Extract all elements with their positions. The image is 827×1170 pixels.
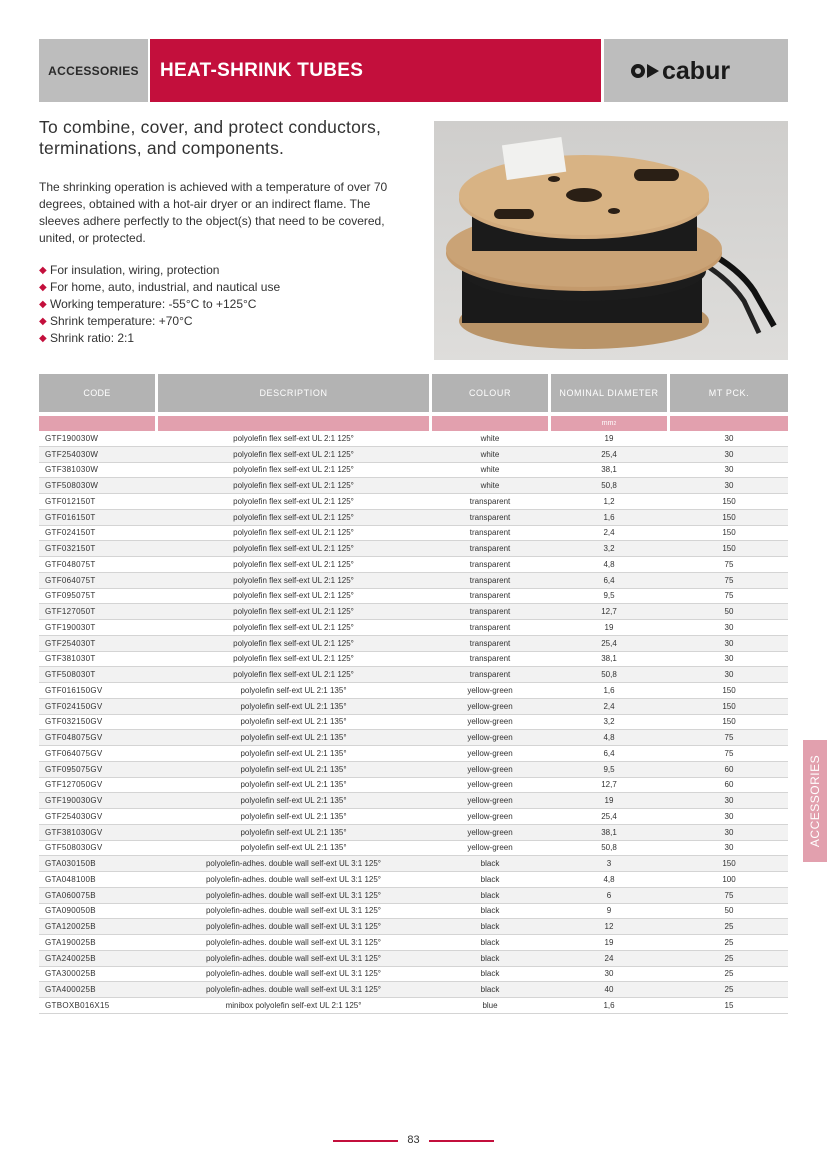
cell-code: GTF381030T: [45, 654, 96, 664]
cell-description: polyolefin-adhes. double wall self-ext UL 3:1 125°: [205, 874, 381, 884]
table-row: [39, 526, 788, 542]
cell-diameter: 3: [606, 859, 612, 869]
cell-colour: black: [480, 922, 500, 932]
table-row: [39, 699, 788, 715]
cell-description: polyolefin self-ext UL 2:1 135°: [240, 843, 347, 853]
cell-diameter: 12: [604, 922, 614, 932]
cell-mt: 100: [722, 874, 736, 884]
cell-colour: black: [480, 969, 500, 979]
cell-mt: 30: [724, 843, 734, 853]
feature-item: ◆ Shrink temperature: +70°C: [39, 314, 193, 328]
cell-colour: yellow-green: [467, 701, 513, 711]
cell-description: polyolefin self-ext UL 2:1 135°: [240, 701, 347, 711]
table-row: [39, 762, 788, 778]
cell-mt: 30: [724, 481, 734, 491]
cell-diameter: 1,6: [603, 1000, 615, 1010]
cell-colour: black: [480, 953, 500, 963]
cell-mt: 25: [724, 922, 734, 932]
cell-mt: 15: [724, 1000, 734, 1010]
header-diameter: NOMINAL DIAMETER: [551, 374, 667, 412]
cell-diameter: 24: [604, 953, 614, 963]
cell-colour: transparent: [469, 575, 511, 585]
cell-description: polyolefin flex self-ext UL 2:1 125°: [233, 607, 354, 617]
cell-mt: 25: [724, 969, 734, 979]
table-row: [39, 935, 788, 951]
cell-mt: 30: [724, 449, 734, 459]
cell-code: GTF127050T: [45, 607, 96, 617]
footer-line-left: [333, 1140, 398, 1142]
cell-colour: yellow-green: [467, 717, 513, 727]
cell-code: GTF254030GV: [45, 811, 103, 821]
cell-code: GTF381030W: [45, 465, 99, 475]
header-description: DESCRIPTION: [158, 374, 429, 412]
cell-description: polyolefin-adhes. double wall self-ext UL 3:1 125°: [205, 969, 381, 979]
table-row: [39, 604, 788, 620]
cell-colour: yellow-green: [467, 827, 513, 837]
cell-mt: 150: [722, 859, 736, 869]
cell-diameter: 25,4: [601, 811, 617, 821]
cell-diameter: 4,8: [603, 874, 615, 884]
cell-diameter: 1,6: [603, 685, 615, 695]
cell-colour: transparent: [469, 638, 511, 648]
table-row: [39, 967, 788, 983]
cell-mt: 75: [724, 591, 734, 601]
cell-mt: 30: [724, 622, 734, 632]
cell-code: GTF048075T: [45, 559, 96, 569]
cell-code: GTF012150T: [45, 496, 96, 506]
table-row: [39, 667, 788, 683]
footer-line-right: [429, 1140, 494, 1142]
cell-mt: 75: [724, 748, 734, 758]
cell-colour: black: [480, 985, 500, 995]
cell-colour: white: [480, 433, 500, 443]
intro-paragraph: The shrinking operation is achieved with a temperature of over 70 degrees, obtained with a hot-air dryer or an indirect flame. The sleeves adhere perfectly to the object(s) that need to be covered, united, or protected.: [39, 180, 388, 245]
cell-description: polyolefin self-ext UL 2:1 135°: [240, 780, 347, 790]
cell-code: GTF064075T: [45, 575, 96, 585]
cell-colour: transparent: [469, 528, 511, 538]
cell-colour: transparent: [469, 544, 511, 554]
cell-description: polyolefin flex self-ext UL 2:1 125°: [233, 544, 354, 554]
cell-code: GTA300025B: [45, 969, 96, 979]
cell-colour: yellow-green: [467, 748, 513, 758]
table-header: [39, 374, 788, 412]
cabur-logo: [604, 39, 788, 102]
cell-description: polyolefin self-ext UL 2:1 135°: [240, 717, 347, 727]
cell-code: GTF095075T: [45, 591, 96, 601]
cell-diameter: 40: [604, 985, 614, 995]
cell-code: GTA120025B: [45, 922, 96, 932]
cell-description: polyolefin flex self-ext UL 2:1 125°: [233, 575, 354, 585]
header-mt: MT PCK.: [670, 374, 788, 412]
product-table: [39, 374, 788, 1014]
table-body: [39, 431, 788, 1014]
cell-mt: 30: [724, 811, 734, 821]
cell-diameter: 1,2: [603, 496, 615, 506]
cell-diameter: 25,4: [601, 638, 617, 648]
table-row: [39, 573, 788, 589]
cell-diameter: 50,8: [601, 843, 617, 853]
cell-colour: transparent: [469, 591, 511, 601]
cell-mt: 30: [724, 465, 734, 475]
table-row: [39, 447, 788, 463]
table-row: [39, 636, 788, 652]
table-row: [39, 951, 788, 967]
table-row: [39, 620, 788, 636]
table-row: [39, 825, 788, 841]
cell-description: polyolefin self-ext UL 2:1 135°: [240, 748, 347, 758]
cell-diameter: 1,6: [603, 512, 615, 522]
cell-diameter: 50,8: [601, 670, 617, 680]
cell-code: GTF016150T: [45, 512, 96, 522]
feature-item: ◆ Working temperature: -55°C to +125°C: [39, 297, 257, 311]
cell-code: GTF254030T: [45, 638, 96, 648]
table-row: [39, 998, 788, 1014]
cell-diameter: 50,8: [601, 481, 617, 491]
cell-diameter: 6,4: [603, 575, 615, 585]
cell-code: GTF508030T: [45, 670, 96, 680]
cell-diameter: 2,4: [603, 701, 615, 711]
cell-mt: 150: [722, 717, 736, 727]
cell-description: polyolefin self-ext UL 2:1 135°: [240, 764, 347, 774]
cell-code: GTF127050GV: [45, 780, 103, 790]
header-colour: COLOUR: [432, 374, 548, 412]
table-row: [39, 919, 788, 935]
cell-code: GTF064075GV: [45, 748, 103, 758]
category-label: ACCESSORIES: [39, 39, 148, 102]
cell-diameter: 19: [604, 796, 614, 806]
cell-description: polyolefin-adhes. double wall self-ext UL 3:1 125°: [205, 859, 381, 869]
cell-code: GTF190030W: [45, 433, 99, 443]
cell-colour: yellow-green: [467, 780, 513, 790]
cell-colour: black: [480, 874, 500, 884]
cell-code: GTF024150GV: [45, 701, 103, 711]
cell-description: polyolefin flex self-ext UL 2:1 125°: [233, 512, 354, 522]
cell-code: GTA030150B: [45, 859, 96, 869]
unit-row: [39, 416, 788, 431]
table-row: [39, 872, 788, 888]
cell-diameter: 19: [604, 937, 614, 947]
cell-description: polyolefin self-ext UL 2:1 135°: [240, 733, 347, 743]
cell-description: polyolefin flex self-ext UL 2:1 125°: [233, 528, 354, 538]
cell-colour: transparent: [469, 607, 511, 617]
table-row: [39, 809, 788, 825]
cell-mt: 30: [724, 796, 734, 806]
cell-diameter: 9,5: [603, 764, 615, 774]
table-row: [39, 730, 788, 746]
cell-colour: black: [480, 937, 500, 947]
cell-diameter: 19: [604, 622, 614, 632]
cabur-logo-mark: [626, 56, 766, 86]
cell-description: polyolefin flex self-ext UL 2:1 125°: [233, 654, 354, 664]
cell-code: GTA240025B: [45, 953, 96, 963]
cell-diameter: 3,2: [603, 544, 615, 554]
cell-description: polyolefin flex self-ext UL 2:1 125°: [233, 591, 354, 601]
cell-description: polyolefin flex self-ext UL 2:1 125°: [233, 622, 354, 632]
cell-code: GTA400025B: [45, 985, 96, 995]
cell-colour: yellow-green: [467, 685, 513, 695]
cell-colour: yellow-green: [467, 796, 513, 806]
cell-description: polyolefin-adhes. double wall self-ext UL 3:1 125°: [205, 985, 381, 995]
cell-mt: 75: [724, 733, 734, 743]
cell-description: polyolefin flex self-ext UL 2:1 125°: [233, 638, 354, 648]
table-row: [39, 494, 788, 510]
table-row: [39, 856, 788, 872]
cell-diameter: 6,4: [603, 748, 615, 758]
table-row: [39, 841, 788, 857]
cell-code: GTF381030GV: [45, 827, 103, 837]
table-row: [39, 746, 788, 762]
feature-item: ◆ Shrink ratio: 2:1: [39, 331, 135, 345]
cell-code: GTF508030GV: [45, 843, 103, 853]
unit-diameter: mm 2: [551, 416, 667, 431]
product-photo: [434, 121, 788, 360]
cell-mt: 150: [722, 512, 736, 522]
table-row: [39, 652, 788, 668]
cell-colour: white: [480, 481, 500, 491]
cell-diameter: 30: [604, 969, 614, 979]
headline: To combine, cover, and protect conductors, terminations, and components.: [39, 117, 382, 158]
cell-description: polyolefin flex self-ext UL 2:1 125°: [233, 670, 354, 680]
cell-code: GTF016150GV: [45, 685, 103, 695]
cell-mt: 75: [724, 890, 734, 900]
cell-description: polyolefin-adhes. double wall self-ext UL 3:1 125°: [205, 890, 381, 900]
cell-colour: transparent: [469, 622, 511, 632]
cell-description: polyolefin-adhes. double wall self-ext UL 3:1 125°: [205, 937, 381, 947]
cell-mt: 60: [724, 764, 734, 774]
cell-description: polyolefin flex self-ext UL 2:1 125°: [233, 481, 354, 491]
cell-diameter: 38,1: [601, 654, 617, 664]
cell-diameter: 12,7: [601, 607, 617, 617]
cell-description: polyolefin self-ext UL 2:1 135°: [240, 811, 347, 821]
cell-colour: transparent: [469, 512, 511, 522]
cell-colour: yellow-green: [467, 764, 513, 774]
table-row: [39, 904, 788, 920]
table-row: [39, 589, 788, 605]
table-row: [39, 463, 788, 479]
cell-colour: black: [480, 906, 500, 916]
cell-description: polyolefin self-ext UL 2:1 135°: [240, 685, 347, 695]
side-tab-accessories: ACCESSORIES: [803, 740, 827, 862]
cell-code: GTF048075GV: [45, 733, 103, 743]
feature-item: ◆ For insulation, wiring, protection: [39, 263, 220, 277]
cell-code: GTF024150T: [45, 528, 96, 538]
table-row: [39, 888, 788, 904]
cell-mt: 30: [724, 827, 734, 837]
cell-mt: 150: [722, 685, 736, 695]
cell-diameter: 3,2: [603, 717, 615, 727]
cell-diameter: 12,7: [601, 780, 617, 790]
cell-mt: 25: [724, 953, 734, 963]
cell-mt: 30: [724, 654, 734, 664]
cell-diameter: 4,8: [603, 733, 615, 743]
cell-colour: transparent: [469, 670, 511, 680]
cell-code: GTF190030T: [45, 622, 96, 632]
feature-item: ◆ For home, auto, industrial, and nautical use: [39, 280, 281, 294]
cell-description: polyolefin flex self-ext UL 2:1 125°: [233, 449, 354, 459]
logo-text: cabur: [662, 56, 731, 85]
table-row: [39, 478, 788, 494]
table-row: [39, 510, 788, 526]
cell-colour: black: [480, 890, 500, 900]
cell-code: GTF095075GV: [45, 764, 103, 774]
cell-colour: black: [480, 859, 500, 869]
cell-colour: transparent: [469, 654, 511, 664]
cell-code: GTA060075B: [45, 890, 96, 900]
cell-mt: 75: [724, 575, 734, 585]
cell-colour: transparent: [469, 496, 511, 506]
cell-code: GTF508030W: [45, 481, 99, 491]
table-row: [39, 778, 788, 794]
spool-illustration: [434, 121, 788, 360]
cell-diameter: 6: [606, 890, 612, 900]
table-row: [39, 541, 788, 557]
cell-diameter: 38,1: [601, 827, 617, 837]
cell-mt: 30: [724, 670, 734, 680]
cell-code: GTF032150GV: [45, 717, 103, 727]
page-number: 83: [407, 1134, 420, 1146]
cell-mt: 30: [724, 433, 734, 443]
cell-diameter: 19: [604, 433, 614, 443]
cell-mt: 75: [724, 559, 734, 569]
cell-description: polyolefin-adhes. double wall self-ext UL 3:1 125°: [205, 922, 381, 932]
cell-colour: yellow-green: [467, 843, 513, 853]
cell-colour: yellow-green: [467, 811, 513, 821]
cell-colour: transparent: [469, 559, 511, 569]
cell-mt: 150: [722, 544, 736, 554]
cell-description: polyolefin-adhes. double wall self-ext UL 3:1 125°: [205, 953, 381, 963]
cell-colour: yellow-green: [467, 733, 513, 743]
cell-code: GTBOXB016X15: [45, 1000, 110, 1010]
cell-diameter: 9,5: [603, 591, 615, 601]
cell-mt: 50: [724, 607, 734, 617]
cell-diameter: 2,4: [603, 528, 615, 538]
cell-description: polyolefin self-ext UL 2:1 135°: [240, 796, 347, 806]
cell-code: GTF190030GV: [45, 796, 103, 806]
cell-mt: 30: [724, 638, 734, 648]
cell-description: polyolefin-adhes. double wall self-ext UL 3:1 125°: [205, 906, 381, 916]
table-row: [39, 793, 788, 809]
cell-mt: 150: [722, 528, 736, 538]
cell-description: polyolefin self-ext UL 2:1 135°: [240, 827, 347, 837]
table-row: [39, 683, 788, 699]
cell-mt: 50: [724, 906, 734, 916]
cell-description: polyolefin flex self-ext UL 2:1 125°: [233, 433, 354, 443]
cell-mt: 150: [722, 701, 736, 711]
header-code: CODE: [39, 374, 155, 412]
cell-description: polyolefin flex self-ext UL 2:1 125°: [233, 559, 354, 569]
cell-code: GTF032150T: [45, 544, 96, 554]
table-row: [39, 557, 788, 573]
cell-colour: white: [480, 449, 500, 459]
feature-list: [39, 262, 414, 347]
cell-diameter: 38,1: [601, 465, 617, 475]
table-row: [39, 982, 788, 998]
cell-code: GTA190025B: [45, 937, 96, 947]
cell-code: GTF254030W: [45, 449, 99, 459]
cell-mt: 25: [724, 985, 734, 995]
cell-description: polyolefin flex self-ext UL 2:1 125°: [233, 496, 354, 506]
cell-mt: 60: [724, 780, 734, 790]
cell-code: GTA048100B: [45, 874, 96, 884]
table-row: [39, 715, 788, 731]
cell-mt: 150: [722, 496, 736, 506]
cell-colour: blue: [482, 1000, 498, 1010]
cell-code: GTA090050B: [45, 906, 96, 916]
cell-description: polyolefin flex self-ext UL 2:1 125°: [233, 465, 354, 475]
cell-diameter: 9: [606, 906, 612, 916]
cell-description: minibox polyolefin self-ext UL 2:1 125°: [225, 1000, 362, 1010]
page-title: HEAT-SHRINK TUBES: [150, 39, 601, 102]
cell-colour: white: [480, 465, 500, 475]
cell-mt: 25: [724, 937, 734, 947]
table-row: [39, 431, 788, 447]
cell-diameter: 4,8: [603, 559, 615, 569]
cell-diameter: 25,4: [601, 449, 617, 459]
